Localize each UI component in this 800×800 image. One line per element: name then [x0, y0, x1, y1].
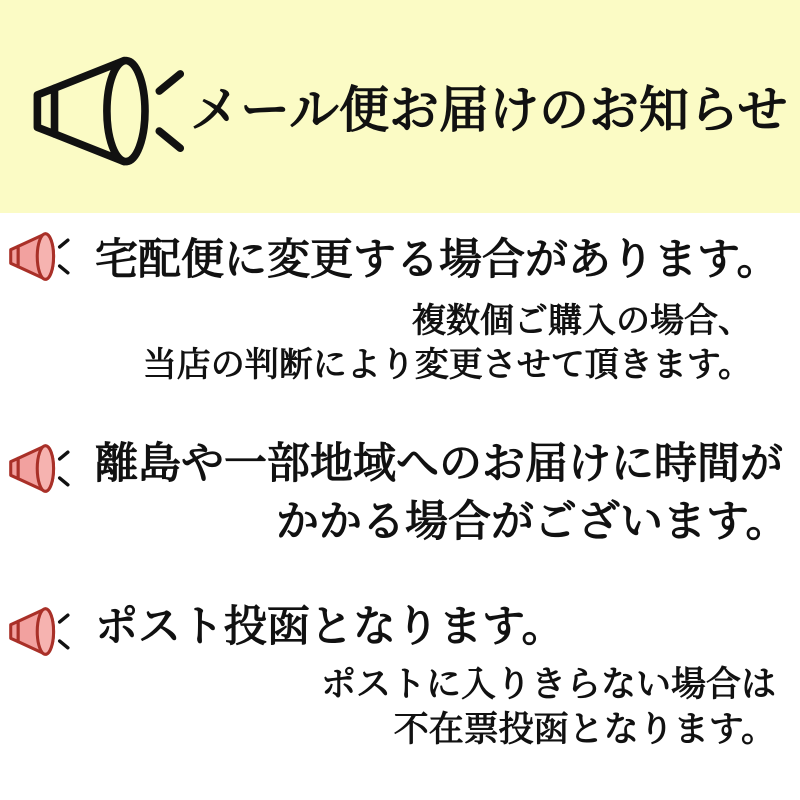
note-line: 当店の判断により変更させて頂きます。: [142, 346, 752, 384]
note-line: 不在票投函となります。: [393, 710, 776, 749]
section-1-note: [143, 299, 752, 387]
heading-line: 離島や一部地域へのお届けに時間が: [95, 440, 783, 488]
megaphone-icon: [8, 606, 76, 657]
section-3-note: [321, 662, 776, 752]
note-line: ポストに入りきらない場合は: [320, 665, 776, 704]
megaphone-icon: [8, 231, 76, 282]
note-line: 複数個ご購入の場合、: [412, 302, 752, 340]
title-banner: [0, 0, 800, 213]
page-title: メール便お届けのお知らせ: [190, 82, 788, 138]
section-3-heading: ポスト投函となります。: [95, 603, 565, 651]
megaphone-icon: [31, 53, 199, 173]
section-2-heading: [95, 438, 795, 548]
heading-line: かかる場合がございます。: [276, 498, 789, 546]
section-1-heading: 宅配便に変更する場合があります。: [95, 236, 780, 284]
megaphone-icon: [8, 443, 76, 494]
